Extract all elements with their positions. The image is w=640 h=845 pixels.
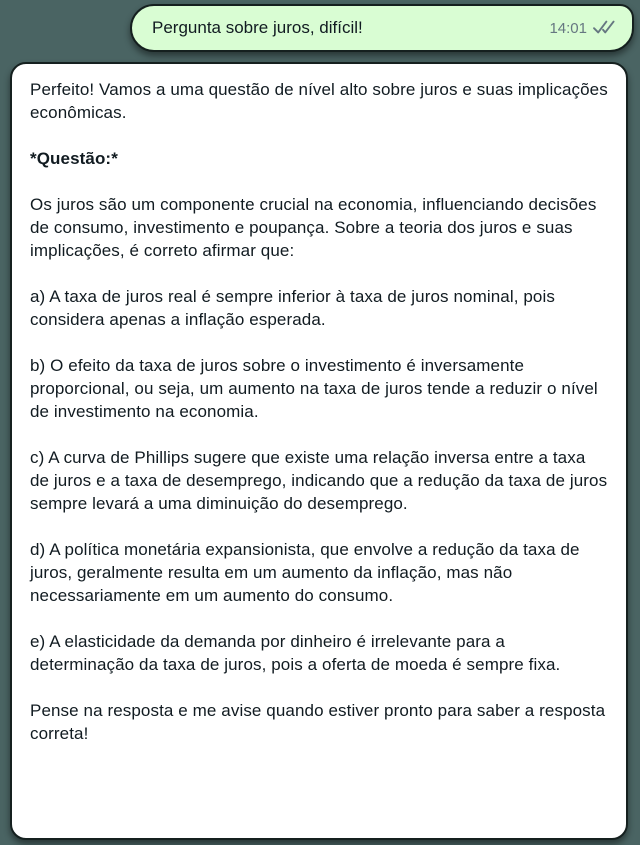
message-paragraph-option-b: b) O efeito da taxa de juros sobre o investimento é inversamente proporcional, ou seja, um aumento na taxa de juros tende a reduzir o nível de investimento na economia. — [30, 356, 598, 421]
message-paragraph: Pense na resposta e me avise quando estiver pronto para saber a resposta correta! — [30, 701, 606, 743]
message-timestamp: 14:01 — [549, 19, 587, 37]
outgoing-message-text: Pergunta sobre juros, difícil! — [152, 18, 363, 37]
message-meta — [549, 17, 616, 40]
message-paragraph-option-a: a) A taxa de juros real é sempre inferior à taxa de juros nominal, pois considera apenas a inflação esperada. — [30, 287, 555, 329]
outgoing-message-bubble[interactable] — [130, 4, 634, 52]
message-paragraph: Perfeito! Vamos a uma questão de nível alto sobre juros e suas implicações econômicas. — [30, 80, 608, 122]
message-paragraph: Os juros são um componente crucial na economia, influenciando decisões de consumo, investimento e poupança. Sobre a teoria dos juros e suas implicações, é correto afirmar que: — [30, 195, 597, 260]
message-paragraph-option-e: e) A elasticidade da demanda por dinheiro é irrelevante para a determinação da taxa de juros, pois a oferta de moeda é sempre fixa. — [30, 632, 561, 674]
message-paragraph-option-c: c) A curva de Phillips sugere que existe uma relação inversa entre a taxa de juros e a taxa de desemprego, indicando que a redução da taxa de juros sempre levará a uma diminuição do desemprego. — [30, 448, 608, 513]
double-check-icon — [592, 20, 616, 40]
incoming-message-bubble[interactable] — [10, 62, 628, 840]
message-paragraph-option-d: d) A política monetária expansionista, que envolve a redução da taxa de juros, geralmente resulta em um aumento da inflação, mas não necessariamente em um aumento do consumo. — [30, 540, 580, 605]
message-paragraph-heading: *Questão:* — [30, 149, 118, 168]
